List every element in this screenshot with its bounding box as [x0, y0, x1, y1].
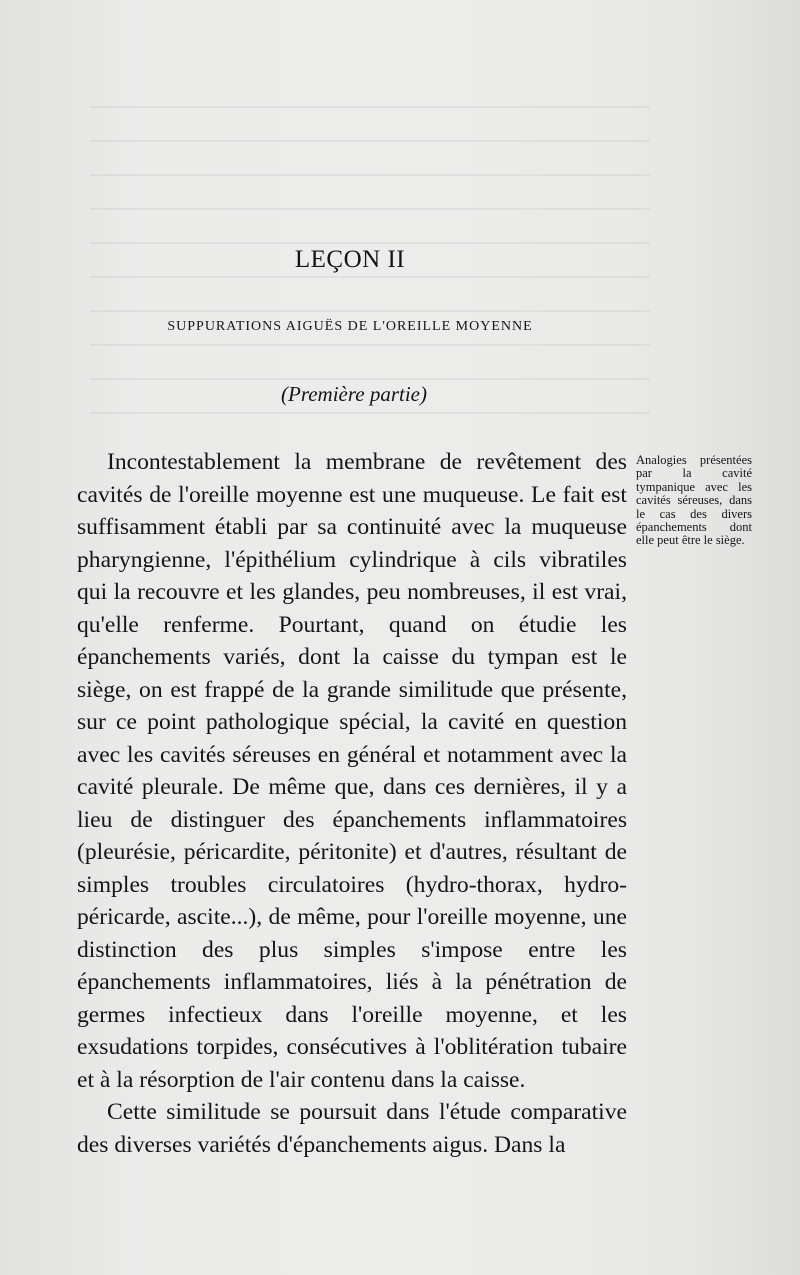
part-label: (Première partie): [281, 382, 427, 406]
paragraph: Cette similitude se poursuit dans l'étude comparative des diverses variétés d'épanchements aigus. Dans la: [77, 1099, 627, 1158]
body-text: [77, 446, 627, 1161]
chapter-subtitle: SUPPURATIONS AIGUËS DE L'OREILLE MOYENNE: [167, 319, 533, 334]
lesson-title: LEÇON II: [294, 246, 406, 273]
paragraph: Incontestablement la membrane de revêtement des cavités de l'oreille moyenne est une muqueuse. Le fait est suffisamment établi par sa continuité avec la muqueuse pharyngienne, l'épithélium cylindrique à cils vibratiles qui la recouvre et les glandes, peu nombreuses, il est vrai, qu'elle renferme. Pourtant, quand on étudie les épanchements variés, dont la caisse du tympan est le siège, on est frappé de la grande similitude que présente, sur ce point pathologique spécial, la cavité en question avec les cavités séreuses en général et notamment avec la cavité pleurale. De même que, dans ces dernières, il y a lieu de distinguer des épanchements inflammatoires (pleurésie, péricardite, péritonite) et d'autres, résultant de simples troubles circulatoires (hydro-thorax, hydro-péricarde, ascite...), de même, pour l'oreille moyenne, une distinction des plus simples s'impose entre les épanchements inflammatoires, liés à la pénétration de germes infectieux dans l'oreille moyenne, et les exsudations torpides, consécutives à l'oblitération tubaire et à la résorption de l'air contenu dans la caisse.: [77, 449, 627, 1093]
margin-note: Analogies présentées par la cavité tympanique avec les cavités séreuses, dans le cas des divers épanchements dont elle peut être le siège.: [636, 453, 752, 548]
